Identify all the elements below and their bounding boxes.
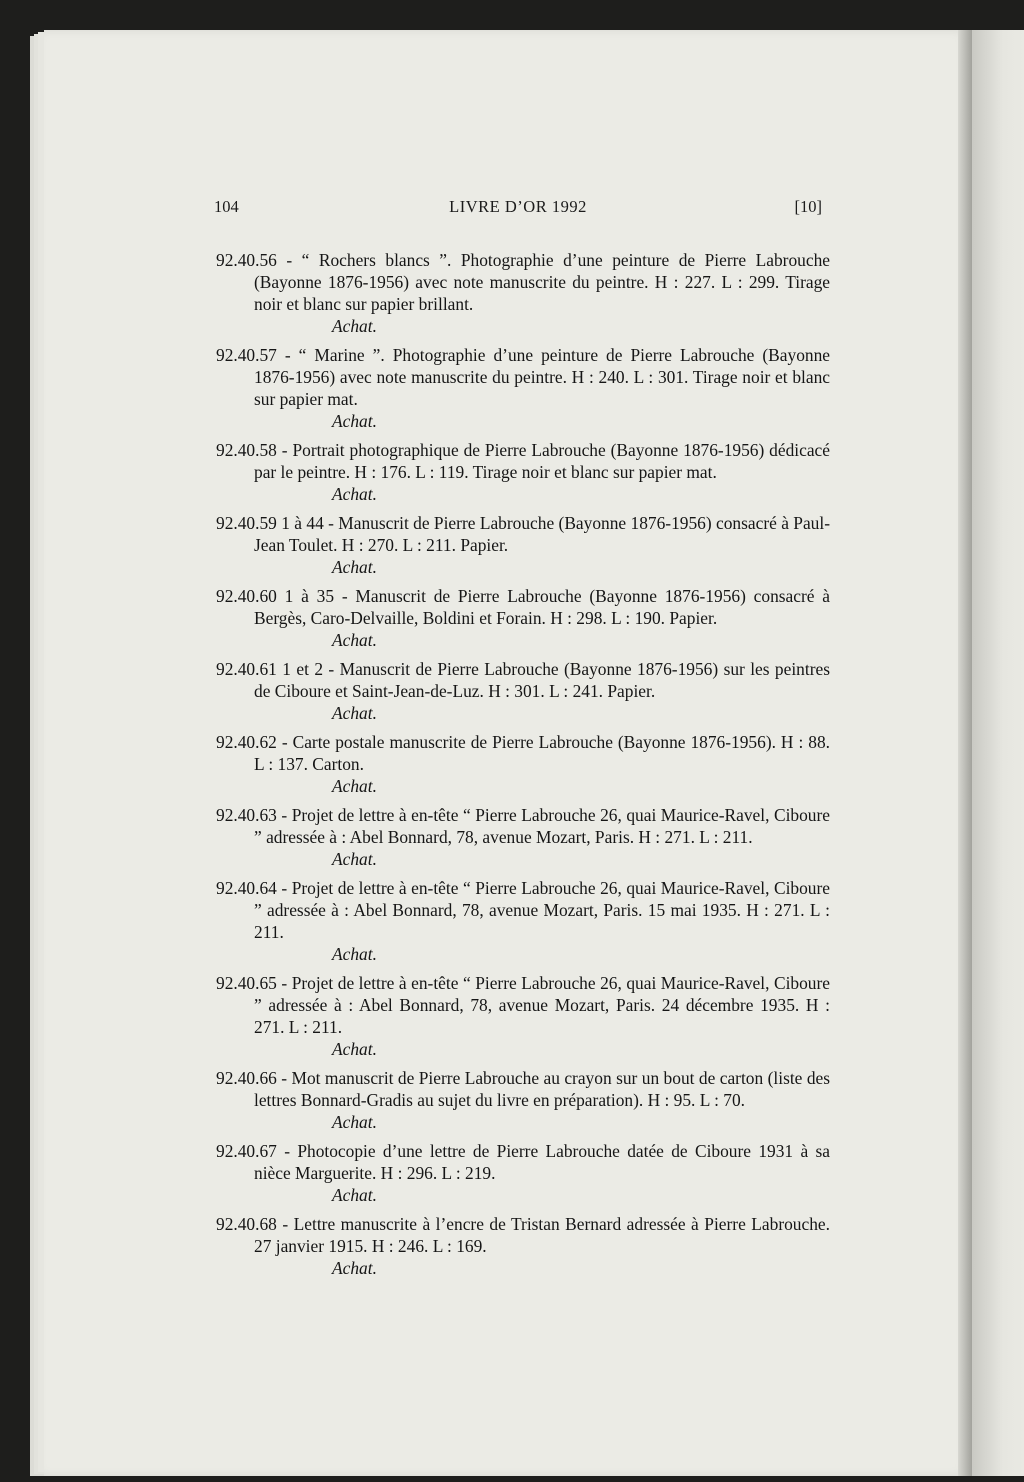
acquisition-note: Achat. bbox=[332, 411, 377, 431]
acquisition-note: Achat. bbox=[332, 484, 377, 504]
acquisition-note: Achat. bbox=[332, 703, 377, 723]
acquisition-note: Achat. bbox=[332, 1185, 377, 1205]
acquisition-note: Achat. bbox=[332, 849, 377, 869]
acquisition-note: Achat. bbox=[332, 776, 377, 796]
catalogue-entry: 92.40.63 - Projet de lettre à en-tête “ Pierre Labrouche 26, quai Maurice-Ravel, Ciboure ” adressée à : Abel Bonnard, 78, avenue Mozart, Paris. H : 271. L : 211. bbox=[216, 805, 830, 847]
catalogue-entry: 92.40.61 1 et 2 - Manuscrit de Pierre Labrouche (Bayonne 1876-1956) sur les peintres de Ciboure et Saint-Jean-de-Luz. H : 301. L : 241. Papier. bbox=[216, 659, 830, 701]
catalogue-entry: 92.40.68 - Lettre manuscrite à l’encre de Tristan Bernard adressée à Pierre Labrouche. 27 janvier 1915. H : 246. L : 169. bbox=[216, 1214, 830, 1256]
catalogue-entry: 92.40.65 - Projet de lettre à en-tête “ Pierre Labrouche 26, quai Maurice-Ravel, Ciboure ” adressée à : Abel Bonnard, 78, avenue Mozart, Paris. 24 décembre 1935. H : 271. L : 211. bbox=[216, 973, 830, 1037]
catalogue-entries bbox=[216, 249, 830, 1286]
catalogue-entry: 92.40.67 - Photocopie d’une lettre de Pierre Labrouche datée de Ciboure 1931 à sa nièce Marguerite. H : 296. L : 219. bbox=[216, 1141, 830, 1183]
catalogue-entry: 92.40.59 1 à 44 - Manuscrit de Pierre Labrouche (Bayonne 1876-1956) consacré à Paul-Jean Toulet. H : 270. L : 211. Papier. bbox=[216, 513, 830, 555]
acquisition-note: Achat. bbox=[332, 557, 377, 577]
running-header bbox=[214, 197, 822, 221]
catalogue-entry: 92.40.66 - Mot manuscrit de Pierre Labrouche au crayon sur un bout de carton (liste des lettres Bonnard-Gradis au sujet du livre en préparation). H : 95. L : 70. bbox=[216, 1068, 830, 1110]
acquisition-note: Achat. bbox=[332, 1258, 377, 1278]
catalogue-entry: 92.40.58 - Portrait photographique de Pierre Labrouche (Bayonne 1876-1956) dédicacé par le peintre. H : 176. L : 119. Tirage noir et blanc sur papier mat. bbox=[216, 440, 830, 482]
acquisition-note: Achat. bbox=[332, 630, 377, 650]
page-number: 104 bbox=[214, 197, 239, 216]
acquisition-note: Achat. bbox=[332, 1039, 377, 1059]
acquisition-note: Achat. bbox=[332, 316, 377, 336]
catalogue-entry: 92.40.56 - “ Rochers blancs ”. Photographie d’une peinture de Pierre Labrouche (Bayonne 1876-1956) avec note manuscrite du peintre. H : 227. L : 299. Tirage noir et blanc sur papier brillant. bbox=[216, 250, 830, 314]
section-marker: [10] bbox=[794, 197, 822, 216]
catalogue-entry: 92.40.60 1 à 35 - Manuscrit de Pierre Labrouche (Bayonne 1876-1956) consacré à Bergès, Caro-Delvaille, Boldini et Forain. H : 298. L : 190. Papier. bbox=[216, 586, 830, 628]
running-title: LIVRE D’OR 1992 bbox=[449, 197, 587, 216]
acquisition-note: Achat. bbox=[332, 944, 377, 964]
catalogue-entry: 92.40.62 - Carte postale manuscrite de Pierre Labrouche (Bayonne 1876-1956). H : 88. L : 137. Carton. bbox=[216, 732, 830, 774]
facing-page-edge bbox=[972, 30, 1024, 1476]
acquisition-note: Achat. bbox=[332, 1112, 377, 1132]
catalogue-entry: 92.40.57 - “ Marine ”. Photographie d’une peinture de Pierre Labrouche (Bayonne 1876-1956) avec note manuscrite du peintre. H : 240. L : 301. Tirage noir et blanc sur papier mat. bbox=[216, 345, 830, 409]
catalogue-entry: 92.40.64 - Projet de lettre à en-tête “ Pierre Labrouche 26, quai Maurice-Ravel, Ciboure ” adressée à : Abel Bonnard, 78, avenue Mozart, Paris. 15 mai 1935. H : 271. L : 211. bbox=[216, 878, 830, 942]
